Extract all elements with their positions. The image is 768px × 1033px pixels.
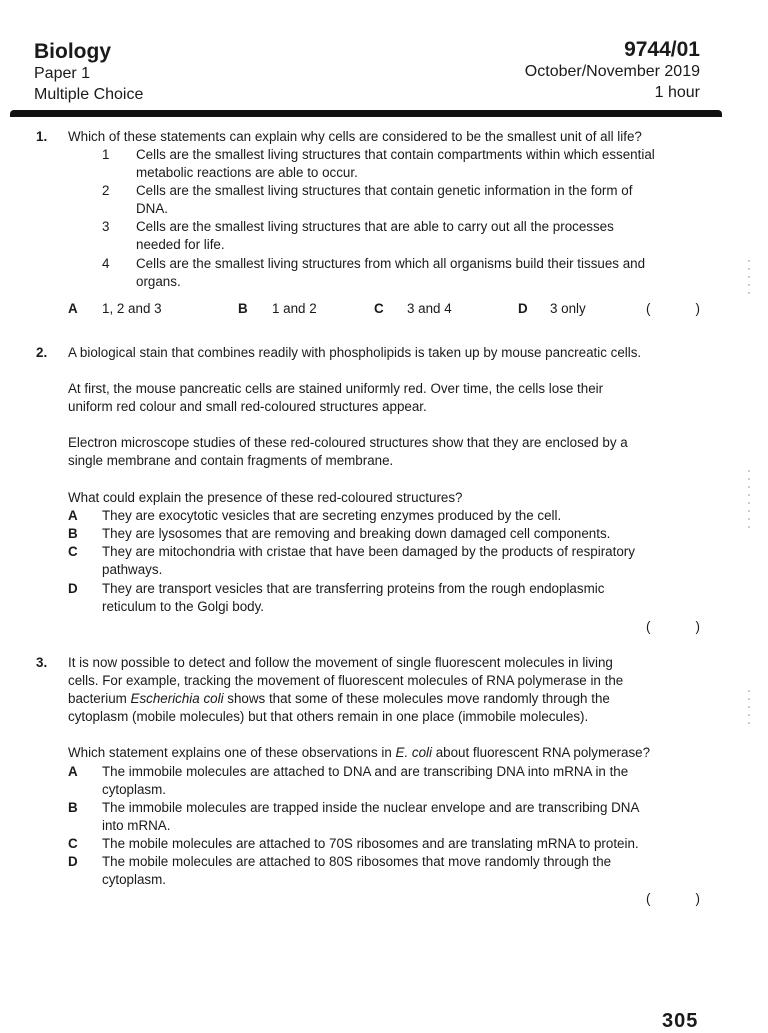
question-paragraph: uniform red colour and small red-coloured structures appear. xyxy=(68,399,427,414)
statement-number: 3 xyxy=(102,219,110,234)
option-letter: B xyxy=(68,800,78,815)
question-paragraph: bacterium Escherichia coli shows that some of these molecules move randomly through the xyxy=(68,691,610,706)
option-text: The immobile molecules are attached to DNA and are transcribing DNA into mRNA in the xyxy=(102,764,629,779)
answer-bracket[interactable]: ( ) xyxy=(646,301,700,316)
paper-type: Multiple Choice xyxy=(34,86,144,103)
option-text: 3 only xyxy=(550,301,586,316)
page-number: 305 xyxy=(662,1010,699,1032)
option-text: 1 and 2 xyxy=(272,301,317,316)
statement-text: DNA. xyxy=(136,201,168,216)
question-paragraph: single membrane and contain fragments of membrane. xyxy=(68,453,394,468)
option-letter: A xyxy=(68,764,78,779)
header-divider xyxy=(10,110,722,117)
question-stem: Which of these statements can explain why cells are considered to be the smallest unit of all life? xyxy=(68,129,642,144)
question-paragraph: It is now possible to detect and follow the movement of single fluorescent molecules in living xyxy=(68,655,613,670)
option-text: pathways. xyxy=(102,562,163,577)
statement-text: Cells are the smallest living structures that contain compartments within which essential xyxy=(136,147,655,162)
question-paragraph: cells. For example, tracking the movement of fluorescent molecules of RNA polymerase in the xyxy=(68,673,624,688)
option-text: They are transport vesicles that are transferring proteins from the rough endoplasmic xyxy=(102,581,605,596)
statement-text: Cells are the smallest living structures that are able to carry out all the processes xyxy=(136,219,614,234)
statement-text: Cells are the smallest living structures from which all organisms build their tissues and xyxy=(136,256,646,271)
scan-margin-marks xyxy=(748,470,750,530)
option-letter: D xyxy=(68,854,78,869)
scan-margin-marks xyxy=(748,690,750,730)
statement-text: metabolic reactions are able to occur. xyxy=(136,165,358,180)
statement-number: 1 xyxy=(102,147,110,162)
exam-session: October/November 2019 xyxy=(524,63,700,80)
option-text: They are exocytotic vesicles that are secreting enzymes produced by the cell. xyxy=(102,508,562,523)
statement-text: Cells are the smallest living structures that contain genetic information in the form of xyxy=(136,183,633,198)
option-text: reticulum to the Golgi body. xyxy=(102,599,265,614)
exam-duration: 1 hour xyxy=(654,84,700,101)
option-text: into mRNA. xyxy=(102,818,171,833)
option-text: The mobile molecules are attached to 80S ribosomes that move randomly through the xyxy=(102,854,612,869)
question-paragraph: A biological stain that combines readily with phospholipids is taken up by mouse pancreatic cells. xyxy=(68,345,642,360)
question-prompt: What could explain the presence of these red-coloured structures? xyxy=(68,490,463,505)
option-text: They are lysosomes that are removing and breaking down damaged cell components. xyxy=(102,526,611,541)
option-text: 1, 2 and 3 xyxy=(102,301,162,316)
option-text: The immobile molecules are trapped inside the nuclear envelope and are transcribing DNA xyxy=(102,800,640,815)
option-letter: B xyxy=(238,301,248,316)
answer-bracket[interactable]: ( ) xyxy=(646,619,700,634)
option-letter: B xyxy=(68,526,78,541)
option-letter: D xyxy=(68,581,78,596)
option-letter: C xyxy=(374,301,384,316)
paper-label: Paper 1 xyxy=(34,65,91,82)
option-letter: C xyxy=(68,836,78,851)
question-number: 2. xyxy=(36,345,48,360)
option-text: The mobile molecules are attached to 70S ribosomes and are translating mRNA to protein. xyxy=(102,836,639,851)
statement-text: organs. xyxy=(136,274,181,289)
statement-number: 2 xyxy=(102,183,110,198)
option-text: cytoplasm. xyxy=(102,872,166,887)
answer-bracket[interactable]: ( ) xyxy=(646,891,700,906)
question-prompt: Which statement explains one of these observations in E. coli about fluorescent RNA polymerase? xyxy=(68,745,651,760)
option-text: 3 and 4 xyxy=(407,301,452,316)
species-name: Escherichia coli xyxy=(130,691,224,706)
subject-title: Biology xyxy=(34,40,111,63)
statement-number: 4 xyxy=(102,256,110,271)
option-letter: C xyxy=(68,544,78,559)
scan-margin-marks xyxy=(748,260,750,300)
syllabus-code: 9744/01 xyxy=(624,38,700,61)
question-number: 1. xyxy=(36,129,48,144)
option-text: cytoplasm. xyxy=(102,782,166,797)
question-paragraph: Electron microscope studies of these red-coloured structures show that they are enclosed by a xyxy=(68,435,628,450)
option-letter: D xyxy=(518,301,528,316)
option-letter: A xyxy=(68,508,78,523)
option-letter: A xyxy=(68,301,78,316)
statement-text: needed for life. xyxy=(136,237,225,252)
question-paragraph: At first, the mouse pancreatic cells are stained uniformly red. Over time, the cells lose their xyxy=(68,381,604,396)
option-text: They are mitochondria with cristae that have been damaged by the products of respiratory xyxy=(102,544,635,559)
question-paragraph: cytoplasm (mobile molecules) but that others remain in one place (immobile molecules). xyxy=(68,709,589,724)
question-number: 3. xyxy=(36,655,48,670)
species-name: E. coli xyxy=(395,745,432,760)
